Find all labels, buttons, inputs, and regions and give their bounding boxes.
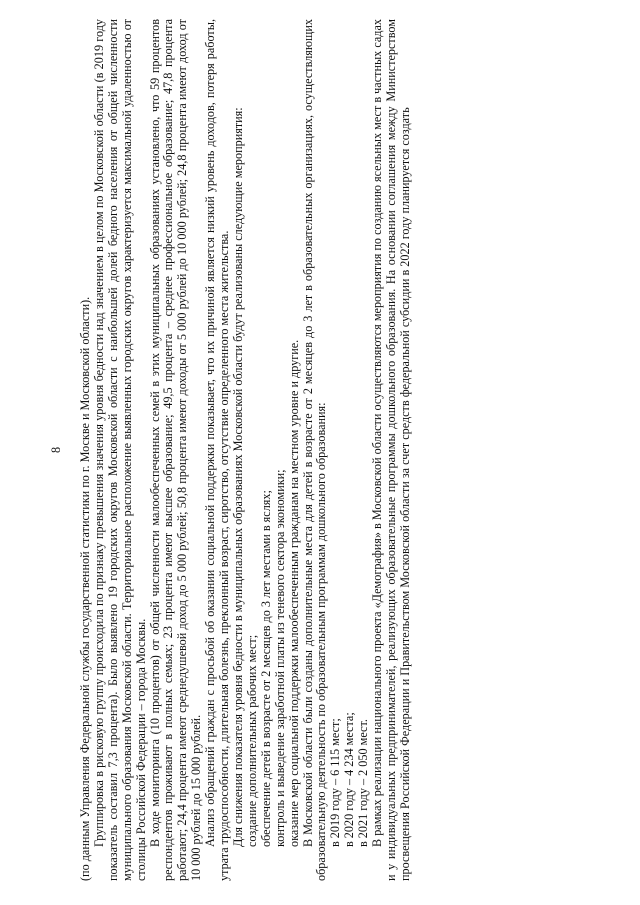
paragraph: В ходе мониторинга (10 процентов) от общей численности малообеспеченных семей в этих муниципальных образованиях установлено, что 59 процентов респондентов проживают в полных семьях; 23 процента имеют высшее образование; 49,5 процента – среднее профессиональное образование; 47,8 процента работают; 24,4 процента имеют среднедушевой доход до 5 000 рублей; 50,8 процента имеют доходы от 5 000 рублей до 10 000 рублей; 24,8 процента имеют доход от 10 000 рублей до 15 000 рублей. (147, 19, 204, 881)
document-body (79, 19, 413, 881)
paragraph: оказание мер социальной поддержки малообеспеченным гражданам на местном уровне и другие. (286, 339, 301, 847)
paragraph: контроль и выведение заработной платы из теневого сектора экономики; (272, 469, 287, 847)
paragraph: Анализ обращений граждан с просьбой об оказании социальной поддержки показывает, что их причиной является низкий уровень доходов, потеря работы, утрата трудоспособности, длительная болезнь, преклонный возраст, сиротство, отсутствие определенного места жительства. (203, 19, 232, 881)
paragraph: В рамках реализации национального проекта «Демография» в Московской области осуществляются мероприятия по созданию ясельных мест в частных садах и у индивидуальных предпринимателей, реализующих образовательные программы дошкольного образования. На основании соглашения между Министерством просвещения Российской Федерации и Правительством Московской области за счет средств федеральной субсидии в 2022 году планируется создать (370, 19, 412, 881)
paragraph: Группировка в рисковую группу происходила по признаку превышения значения уровня бедности над значением в целом по Московской области (в 2019 году показатель составил 7,3 процента). Было выявлено 19 городских округов Московской области с наибольшей долей бедного населения от общей численности муниципального образования Московской области. Территориальное расположение выявленных городских округов характеризуется максимальной удаленностью от столицы Российской Федерации – города Москвы. (91, 19, 148, 881)
page-number: 8 (49, 446, 63, 454)
paragraph: обеспечение детей в возрасте от 2 месяцев до 3 лет местами в яслях; (258, 490, 273, 847)
paragraph: в 2019 году – 6 115 мест; (328, 718, 343, 847)
paragraph: В Московской области были созданы дополнительные места для детей в возрасте от 2 месяцев до 3 лет в образовательных организациях, осуществляющих образовательную деятельность по образовательным программам дошкольного образования: (300, 19, 329, 881)
rotated-page-content (50, 19, 610, 881)
paragraph: (по данным Управления Федеральной службы государственной статистики по г. Москве и Московской области). (78, 296, 92, 881)
paragraph: Для снижения показателя уровня бедности в муниципальных образованиях Московской области будут реализованы следующие мероприятия: (230, 107, 245, 847)
paragraph: создание дополнительных рабочих мест; (244, 634, 259, 847)
paragraph: в 2020 году – 4 234 места; (342, 712, 357, 847)
paragraph: в 2021 году – 2 050 мест. (356, 719, 371, 847)
